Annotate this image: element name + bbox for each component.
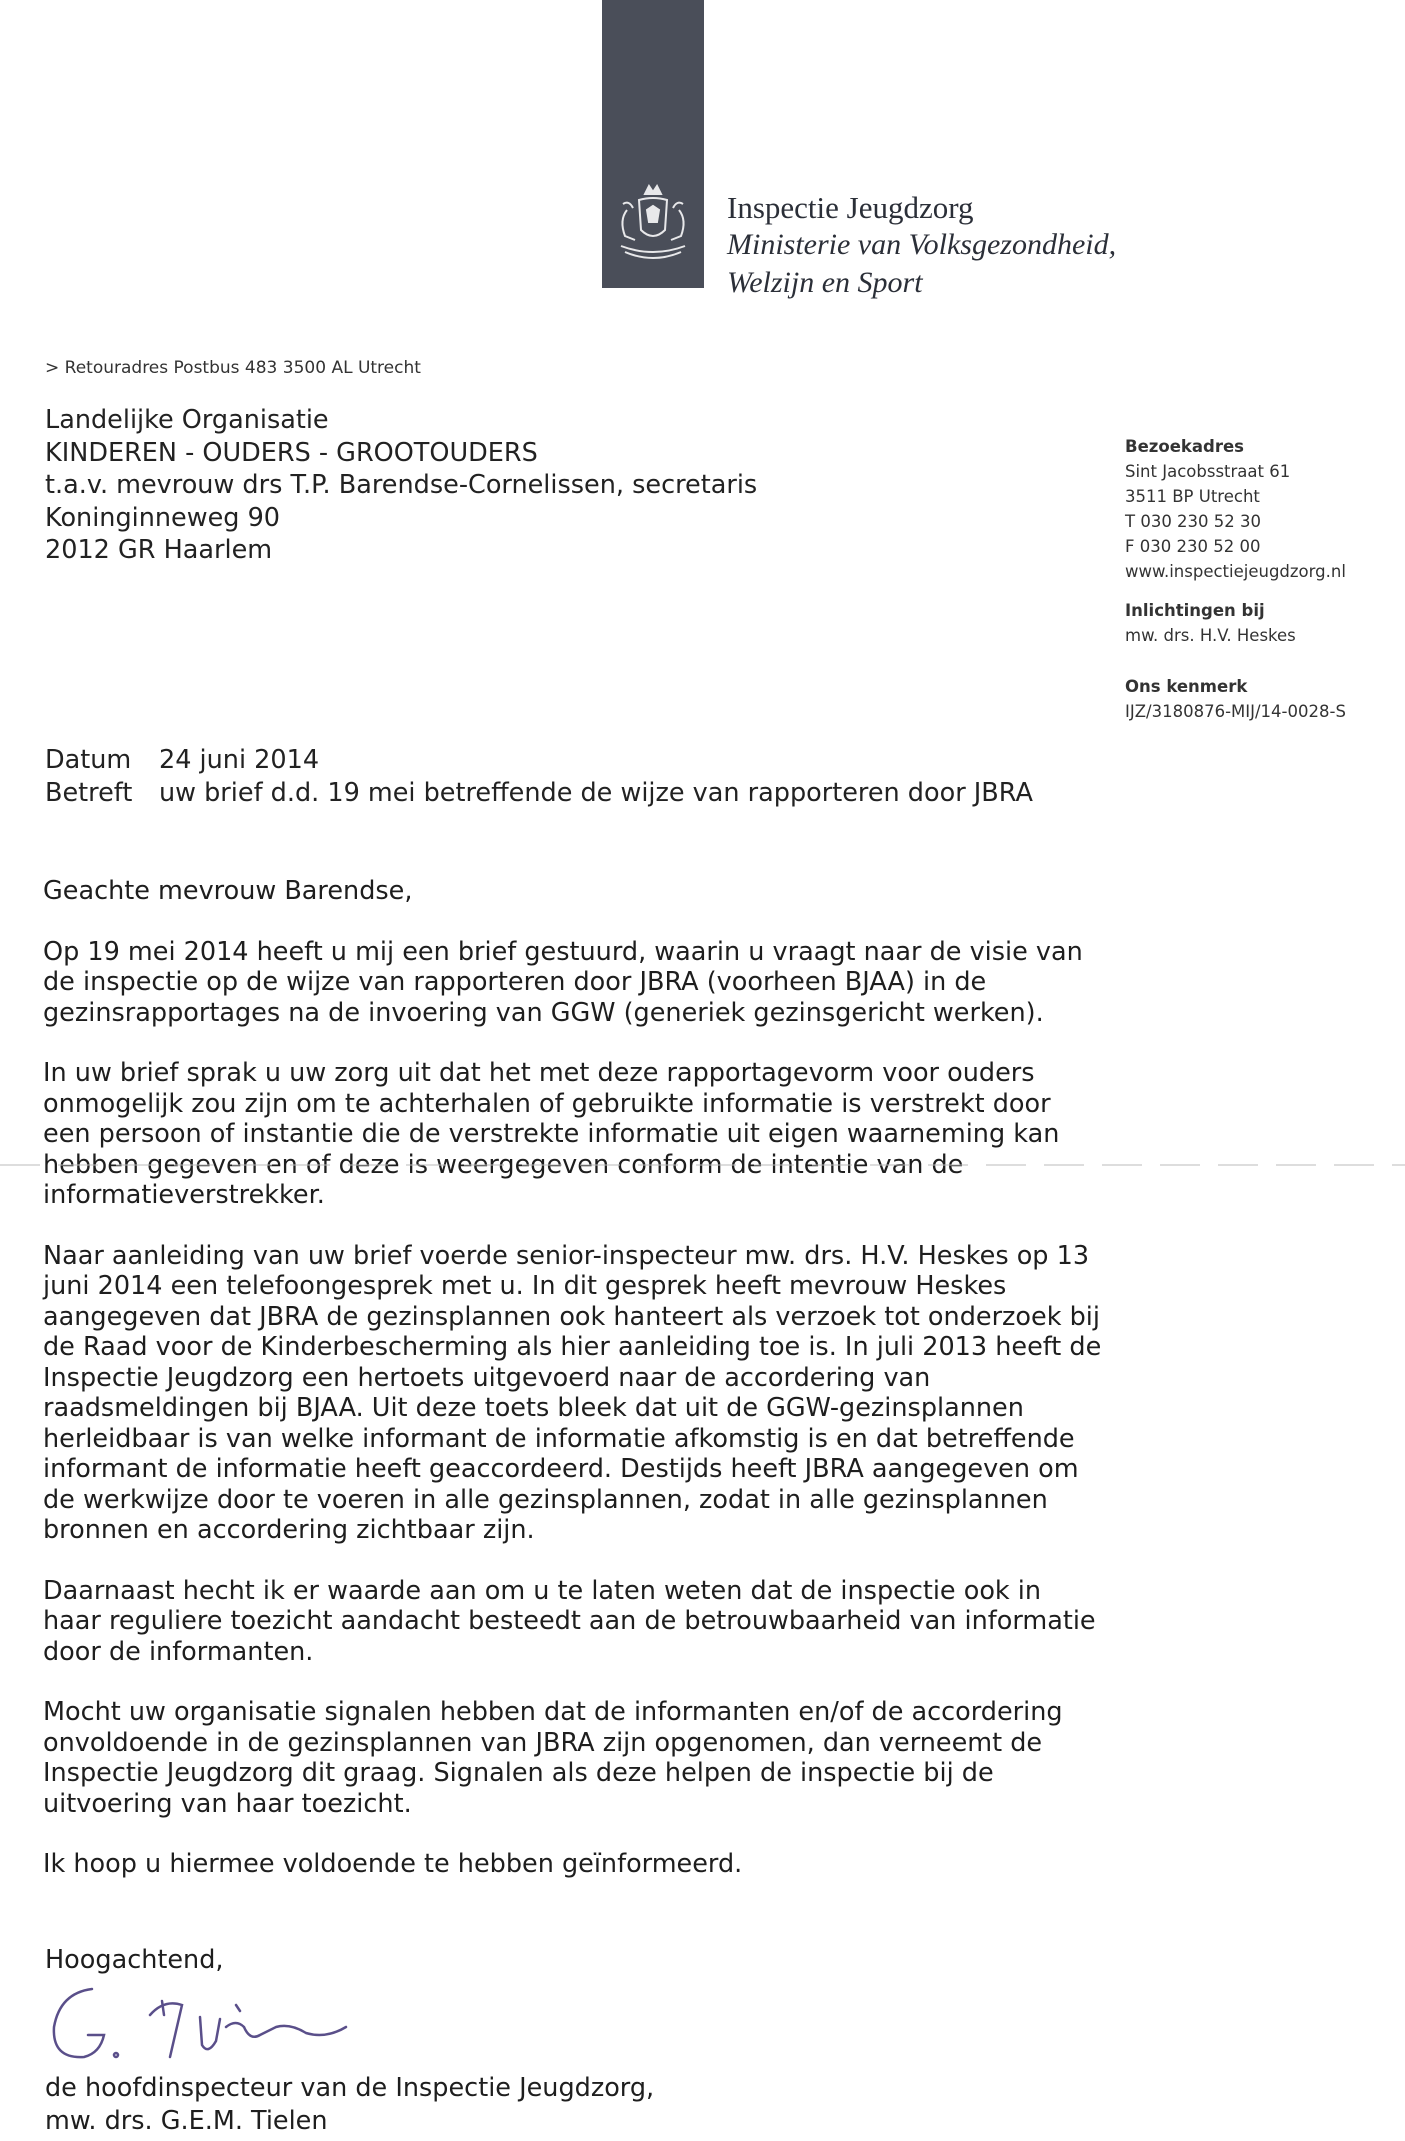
visit-street: Sint Jacobsstraat 61 (1125, 462, 1291, 481)
return-address: > Retouradres Postbus 483 3500 AL Utrecht (45, 358, 421, 378)
signer-name: mw. drs. G.E.M. Tielen (45, 2106, 328, 2136)
paragraph: Naar aanleiding van uw brief voerde senior-inspecteur mw. drs. H.V. Heskes op 13 juni 2014 een telefoongesprek met u. In dit gesprek heeft mevrouw Heskes aangegeven dat JBRA de gezinsplannen ook hanteert als verzoek tot onderzoek bij de Raad voor de Kinderbescherming als hier aanleiding toe is. In juli 2013 heeft de Inspectie Jeugdzorg een hertoets uitgevoerd naar de accordering van raadsmeldingen bij BJAA. Uit deze toets bleek dat uit de GGW-gezinsplannen herleidbaar is van welke informant de informatie afkomstig is en dat betreffende informant de informatie heeft geaccordeerd. Destijds heeft JBRA aangegeven om de werkwijze door te voeren in alle gezinsplannen, zodat in alle gezinsplannen bronnen en accordering zichtbaar zijn. (43, 1240, 1102, 1545)
org-name: Inspectie Jeugdzorg (727, 190, 974, 225)
paragraph: Ik hoop u hiermee voldoende te hebben geïnformeerd. (43, 1849, 743, 1879)
ministry-line-2: Welzijn en Sport (727, 266, 923, 299)
coat-of-arms-logo (605, 180, 701, 270)
recipient-address (45, 404, 757, 567)
reference-block (1125, 674, 1395, 724)
reference-value: IJZ/3180876-MIJ/14-0028-S (1125, 702, 1346, 721)
date-label: Datum (45, 745, 132, 775)
salutation: Geachte mevrouw Barendse, (43, 876, 413, 906)
paragraph: Daarnaast hecht ik er waarde aan om u te laten weten dat de inspectie ook in haar reguliere toezicht aandacht besteedt aan de betrouwbaarheid van informatie door de informanten. (43, 1575, 1096, 1667)
info-name: mw. drs. H.V. Heskes (1125, 626, 1296, 645)
recipient-line: Landelijke Organisatie (45, 405, 329, 435)
recipient-line: KINDEREN - OUDERS - GROOTOUDERS (45, 437, 538, 468)
website-link[interactable]: www.inspectiejeugdzorg.nl (1125, 562, 1346, 581)
letter-body (43, 876, 1103, 1910)
paragraph: Mocht uw organisatie signalen hebben dat de informanten en/of de accordering onvoldoende in de gezinsplannen van JBRA zijn opgenomen, dan verneemt de Inspectie Jeugdzorg dit graag. Signalen als deze helpen de inspectie bij de uitvoering van haar toezicht. (43, 1697, 1063, 1819)
ministry-name (727, 226, 1147, 302)
info-heading: Inlichtingen bij (1125, 601, 1265, 620)
recipient-line: t.a.v. mevrouw drs T.P. Barendse-Cornelissen, secretaris (45, 470, 758, 500)
visit-city: 3511 BP Utrecht (1125, 487, 1260, 506)
recipient-line: 2012 GR Haarlem (45, 535, 273, 565)
subject-label: Betreft (45, 778, 133, 808)
signer-title: de hoofdinspecteur van de Inspectie Jeugdzorg, (45, 2073, 655, 2103)
date-line (45, 745, 319, 775)
paragraph: In uw brief sprak u uw zorg uit dat het met deze rapportagevorm voor ouders onmogelijk zou zijn om te achterhalen of gebruikte informatie is verstrekt door een persoon of instantie die de verstrekte informatie uit eigen waarneming kan hebben gegeven en of deze is weergegeven conform de intentie van de informatieverstrekker. (43, 1058, 1060, 1210)
date-value: 24 juni 2014 (159, 745, 320, 775)
subject-line (45, 778, 1033, 808)
visit-heading: Bezoekadres (1125, 437, 1244, 456)
fax-number: F 030 230 52 00 (1125, 537, 1261, 556)
scan-artifact-line (0, 1164, 1405, 1166)
paragraph: Op 19 mei 2014 heeft u mij een brief gestuurd, waarin u vraagt naar de visie van de inspectie op de wijze van rapporteren door JBRA (voorheen BJAA) in de gezinsrapportages na de invoering van GGW (generiek gezinsgericht werken). (43, 936, 1083, 1028)
subject-value: uw brief d.d. 19 mei betreffende de wijze van rapporteren door JBRA (159, 778, 1033, 808)
visit-address-block (1125, 434, 1395, 584)
reference-heading: Ons kenmerk (1125, 677, 1248, 696)
handwritten-signature (40, 1975, 420, 2075)
phone-number: T 030 230 52 30 (1125, 512, 1262, 531)
ministry-line-1: Ministerie van Volksgezondheid, (727, 228, 1117, 261)
recipient-line: Koninginneweg 90 (45, 502, 281, 533)
closing: Hoogachtend, (45, 1945, 224, 1975)
info-block (1125, 598, 1395, 648)
